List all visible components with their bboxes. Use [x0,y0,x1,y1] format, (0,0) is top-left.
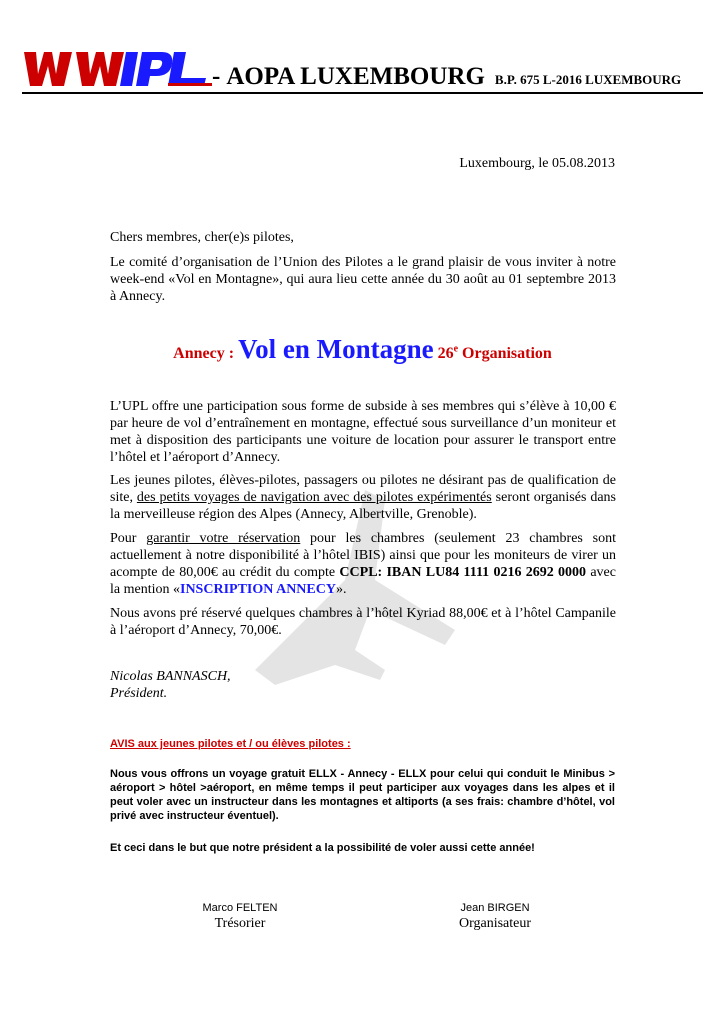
payment-reference: INSCRIPTION ANNECY [180,582,336,597]
salutation: Chers membres, cher(e)s pilotes, [110,230,294,245]
upl-logo [22,50,212,88]
signatory-name: Marco FELTEN [202,902,278,914]
event-edition-suffix: Organisation [462,345,552,362]
navigation-trips-text: des petits voyages de navigation avec des pilotes expérimentés [136,490,492,505]
intro-paragraph: Le comité d’organisation de l’Union des Pilotes a le grand plaisir de vous inviter à notre week-end «Vol en Montagne», qui aura lieu cette année du 30 août au 01 septembre 2013 à Annecy. [110,255,616,304]
subsidy-paragraph: L’UPL offre une participation sous forme de subside à ses membres qui s’élève à 10,00 € par heure de vol d’entraînement en montagne, effectué sous surveillance d’un moniteur et met à disposition des participants une voiture de location pour assurer le transport entre l’hôtel et l’aéroport d’Annecy. [110,399,616,465]
event-edition-sup: e [453,343,459,355]
president-role: Président. [110,686,168,701]
signatory-organizer [435,902,555,932]
young-pilots-paragraph [110,472,616,523]
notice-note: Et ceci dans le but que notre président a la possibilité de voler aussi cette année! [110,842,535,854]
event-title-prefix: Annecy : [173,345,235,362]
header-dash: - [212,63,221,90]
notice-body: Nous vous offrons un voyage gratuit ELLX - Annecy - ELLX pour celui qui conduit le Minibus > aéroport > hôtel >aéroport, en même temps il peut participer aux voyages dans les alpes et il peut voler avec un instructeur dans les montagnes et altiports (a ses frais: chambre d’hôtel, vol privé avec instructeur éventuel). [110,768,615,822]
booking-text-start: Pour [110,531,147,546]
event-edition-number: 26 [437,345,454,362]
event-title [0,334,725,365]
young-pilots-text-2: seront organisés dans la merveilleuse région des Alpes (Annecy, Albertville, Grenoble). [110,490,617,522]
header-title-line [212,63,681,91]
young-pilots-text-1: Les jeunes pilotes, élèves-pilotes, passagers ou pilotes ne désirant pas de qualification de site, [110,473,616,505]
organization-name: AOPA LUXEMBOURG [226,63,485,90]
event-edition [438,345,552,362]
guarantee-reservation-text: garantir votre réservation [146,531,301,546]
mention-after: ». [335,582,347,597]
signatory-role: Trésorier [214,916,266,931]
notice-title: AVIS aux jeunes pilotes et / ou élèves pilotes : [110,738,351,750]
mention-before: avec la mention « [110,565,616,597]
signatory-role: Organisateur [458,916,532,931]
president-name: Nicolas BANNASCH, [110,669,231,684]
header-divider [22,92,703,94]
postal-address: B.P. 675 L-2016 LUXEMBOURG [494,72,682,87]
signatory-name: Jean BIRGEN [460,902,530,914]
signatory-treasurer [185,902,295,932]
booking-text-middle: pour les chambres (seulement 23 chambres sont actuellement à notre disponibilité à l’hôtel IBIS) ainsi que pour les moniteurs de virer un acompte de 80,00€ au crédit du compte [110,531,616,580]
bank-account: CCPL: IBAN LU84 1111 0216 2692 0000 [339,565,587,580]
president-signature [110,668,231,702]
hotels-paragraph: Nous avons pré réservé quelques chambres à l’hôtel Kyriad 88,00€ et à l’hôtel Campanile à l’aéroport d’Annecy, 70,00€. [110,606,616,638]
booking-paragraph [110,530,616,598]
letter-date: Luxembourg, le 05.08.2013 [459,156,615,171]
event-title-main: Vol en Montagne [238,334,434,364]
